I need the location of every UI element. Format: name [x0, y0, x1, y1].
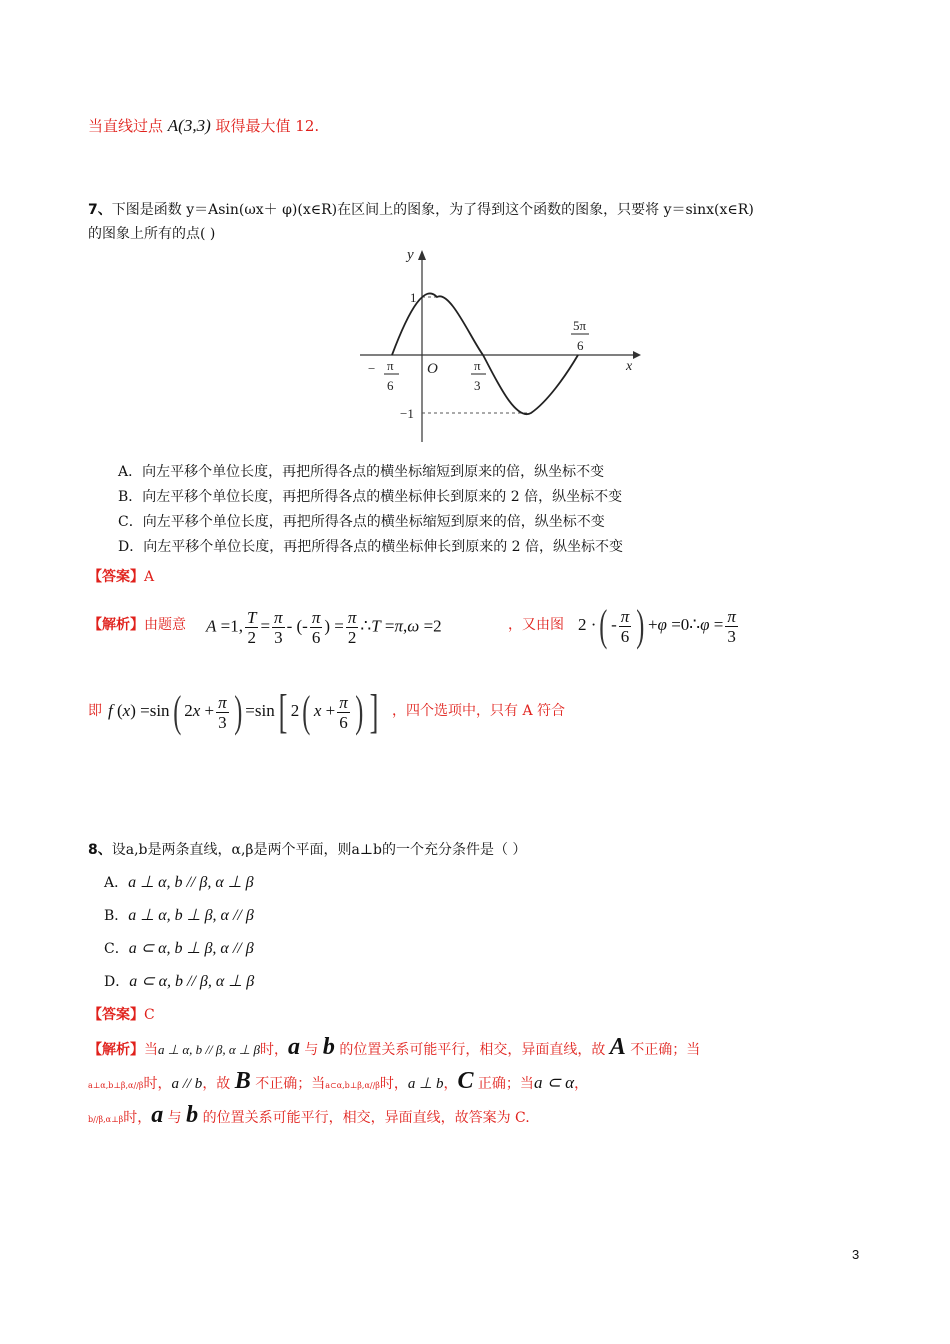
q8-option-d-label: D．: [104, 974, 130, 990]
q7-stem-b: 在区间上的图象，为了得到这个函数的图象，只要将: [337, 202, 664, 218]
top-line-prefix: 当直线过点: [88, 117, 168, 135]
q7-analysis-text1: 由题意: [144, 617, 186, 633]
q8-l2-B-sym: B: [234, 1068, 251, 1094]
sine-curve: [392, 293, 578, 414]
q7-analysis-formula3: f (x) =sin( 2x + $\frac{\pi}{3}$ ) =sin[ 2( x + $\frac{\pi}{6}$ ) ]: [108, 685, 379, 738]
top-line-point: A(3,3): [167, 116, 211, 135]
q8-l2-expr3: a ⊂ α: [533, 1073, 575, 1092]
x-axis-arrow-icon: [633, 351, 641, 359]
q7-analysis-line2-suffix: ，四个选项中，只有 A 符合: [392, 703, 566, 719]
q8-l3-a: 时，: [123, 1110, 152, 1126]
q8-l2-C-sym: C: [457, 1068, 474, 1094]
q8-option-b: [104, 905, 254, 925]
q8-l1-b: 时，: [259, 1042, 288, 1058]
q8-l3-a-sym: a: [151, 1102, 164, 1128]
y-tick-neg1: −1: [400, 406, 414, 421]
q7-option-b: B．向左平移个单位长度，再把所得各点的横坐标伸长到原来的 2 倍，纵坐标不变: [118, 489, 623, 505]
q7-stem-func2: y＝sinx(x∈R): [663, 202, 754, 218]
q8-l1-A-sym: A: [609, 1034, 626, 1060]
q8-l1-a: 当: [144, 1042, 158, 1058]
q7-answer-tag: 【答案】: [88, 569, 144, 585]
q7-stem-line2: 的图象上所有的点( ): [88, 226, 216, 242]
q8-option-a: [104, 872, 254, 892]
q8-l1-b-sym: b: [322, 1034, 335, 1060]
x-tick-left-num: π: [387, 358, 394, 373]
q8-l1-c: 的位置关系可能平行，相交，异面直线，故: [334, 1042, 610, 1058]
x-tick-left-den: 6: [387, 378, 394, 393]
q8-l3-yu: 与: [163, 1110, 187, 1126]
q7-option-c: C．向左平移个单位长度，再把所得各点的横坐标缩短到原来的倍，纵坐标不变: [118, 514, 605, 530]
q7-stem-line1: [88, 199, 754, 219]
q7-answer-value: A: [144, 569, 155, 585]
q8-analysis-tag: 【解析】: [88, 1042, 144, 1058]
x-tick-mid-den: 3: [474, 378, 481, 393]
q8-option-d: [104, 971, 254, 991]
q8-answer: [88, 1004, 155, 1024]
q8-l2-tiny2: a⊂α,b⊥β,α//β: [325, 1081, 380, 1090]
x-label: x: [626, 359, 633, 374]
q8-l2-a: 时，: [143, 1076, 172, 1092]
q8-answer-tag: 【答案】: [88, 1007, 144, 1023]
x-tick-mid-num: π: [474, 358, 481, 373]
q8-l1-d: 不正确；当: [625, 1042, 701, 1058]
x-tick-left-sign: −: [368, 361, 376, 376]
q7-option-d: D．向左平移个单位长度，再把所得各点的横坐标伸长到原来的 2 倍，纵坐标不变: [118, 539, 624, 555]
page-number: 3: [852, 1247, 860, 1262]
q8-l2-c: 不正确；当: [250, 1076, 326, 1092]
q8-l2-expr2: a ⊥ b: [407, 1076, 444, 1092]
q8-option-c-expr: a ⊂ α, b ⊥ β, α // β: [128, 940, 254, 957]
q8-l3-b-sym: b: [186, 1102, 199, 1128]
q8-l1-a-sym: a: [287, 1034, 300, 1060]
q8-l2-b: ，故: [202, 1076, 235, 1092]
y-tick-1: 1: [410, 290, 417, 305]
x-tick-right-num: 5π: [573, 318, 587, 333]
q8-l3-tiny: b//β,α⊥β: [88, 1115, 124, 1124]
q7-sine-graph: [355, 242, 645, 447]
q8-analysis-line2: [88, 1068, 588, 1095]
q8-l2-e: ，: [443, 1076, 458, 1092]
q8-option-b-label: B．: [104, 908, 129, 924]
q8-option-a-label: A．: [104, 875, 129, 891]
origin-label: O: [427, 361, 438, 377]
top-line: [88, 115, 319, 136]
q8-option-c: [104, 938, 254, 958]
q8-l2-expr: a // b: [171, 1076, 203, 1092]
q8-l3-b: 的位置关系可能平行，相交，异面直线，故答案为 C.: [198, 1110, 530, 1126]
q7-analysis-line2-prefix: 即: [88, 703, 102, 719]
q7-number: 7、: [88, 202, 112, 218]
q7-analysis-formula1: A =1, $\frac{T}{2}$ = $\frac{\pi}{3}$ - (- $\frac{\pi}{6}$ ) = $\frac{\pi}{2}$ ∴T =π,ω =2: [206, 608, 442, 647]
q8-stem-text: 设a,b是两条直线，α,β是两个平面，则a⊥b的一个充分条件是（ ）: [111, 842, 527, 858]
q8-analysis-line3: [88, 1102, 530, 1129]
q7-option-a: A．向左平移个单位长度，再把所得各点的横坐标缩短到原来的倍，纵坐标不变: [118, 464, 605, 480]
q8-l2-g: ，: [574, 1076, 589, 1092]
y-label: y: [407, 247, 414, 263]
q7-analysis-tag: 【解析】: [88, 617, 144, 633]
q8-l2-f: 正确；当: [473, 1076, 534, 1092]
x-tick-right-den: 6: [577, 338, 584, 353]
q7-analysis-text2: ，又由图: [508, 617, 564, 633]
top-line-suffix: 取得最大值 12.: [210, 117, 320, 135]
q7-analysis-formula2: 2 ·( - $\frac{\pi}{6}$ ) +φ =0∴φ = $\frac{\pi}{3}$: [578, 601, 736, 650]
q7-stem-func: y＝Asin(ωx＋ φ)(x∈R): [186, 202, 338, 218]
q8-option-b-expr: a ⊥ α, b ⊥ β, α // β: [128, 907, 254, 924]
q8-l2-d: 时，: [379, 1076, 408, 1092]
q7-analysis-label: [88, 614, 186, 634]
q8-option-d-expr: a ⊂ α, b // β, α ⊥ β: [129, 973, 255, 990]
q8-answer-value: C: [144, 1007, 155, 1023]
q7-stem-a: 下图是函数: [111, 202, 187, 218]
q8-l2-tiny: a⊥α,b⊥β,α//β: [88, 1081, 144, 1090]
q7-answer: [88, 566, 154, 586]
q8-option-a-expr: a ⊥ α, b // β, α ⊥ β: [128, 874, 254, 891]
q8-analysis-line1: [88, 1034, 700, 1061]
q8-option-c-label: C．: [104, 941, 129, 957]
q8-l1-yu: 与: [299, 1042, 323, 1058]
q8-number: 8、: [88, 842, 112, 858]
y-axis-arrow-icon: [418, 250, 426, 260]
q8-l1-expr: a ⊥ α, b // β, α ⊥ β: [158, 1042, 260, 1057]
q8-stem: [88, 839, 526, 859]
